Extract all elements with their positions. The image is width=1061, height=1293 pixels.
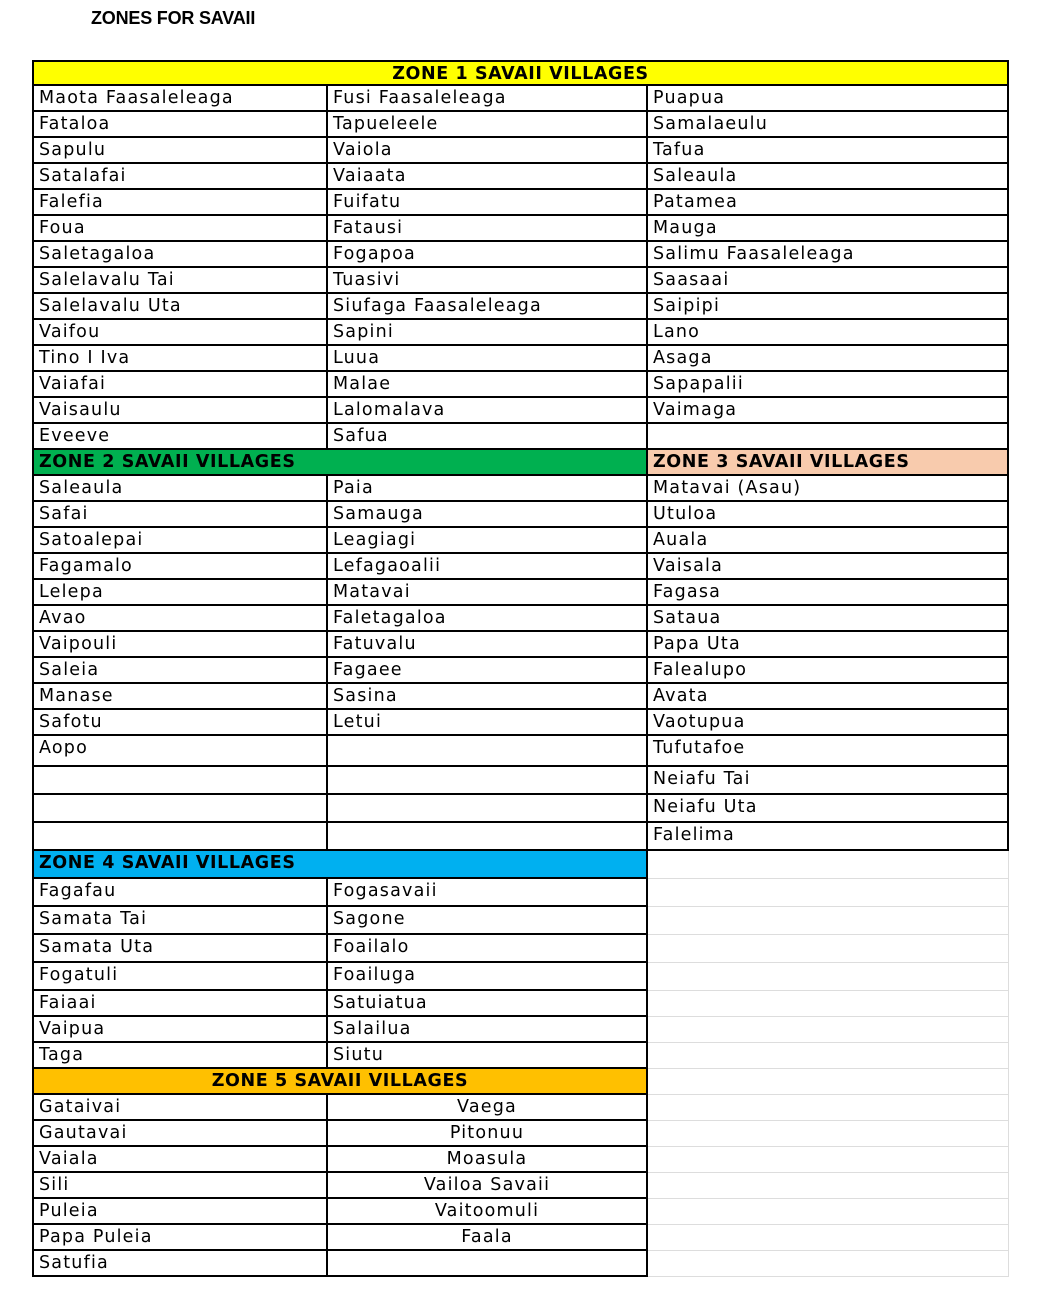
table-row [32,851,1009,879]
zones-table [32,60,1009,1277]
village-cell: Fagasa [648,580,1009,606]
village-cell: Sili [32,1173,328,1199]
table-row [32,528,1009,554]
table-row [32,963,1009,991]
table-row [32,320,1009,346]
zone-3-header: ZONE 3 SAVAII VILLAGES [648,450,1009,476]
village-cell: Fatausi [328,216,648,242]
village-cell: Vaimaga [648,398,1009,424]
village-cell: Tufutafoe [648,736,1009,767]
village-cell: Matavai (Asau) [648,476,1009,502]
village-cell: Falealupo [648,658,1009,684]
village-cell: Eveeve [32,424,328,450]
village-cell: Saleaula [648,164,1009,190]
empty-cell [648,1095,1009,1121]
table-row [32,190,1009,216]
village-cell: Lano [648,320,1009,346]
empty-cell [648,851,1009,879]
village-cell: Matavai [328,580,648,606]
empty-cell [648,907,1009,935]
table-row [32,658,1009,684]
table-row [32,1017,1009,1043]
village-cell: Tino I Iva [32,346,328,372]
village-cell: Salailua [328,1017,648,1043]
table-row [32,1173,1009,1199]
table-row [32,502,1009,528]
village-cell: Satuiatua [328,991,648,1017]
village-cell: Safai [32,502,328,528]
village-cell [648,424,1009,450]
village-cell: Saleia [32,658,328,684]
zone-5-header: ZONE 5 SAVAII VILLAGES [32,1069,648,1095]
village-cell [328,795,648,823]
table-row [32,710,1009,736]
village-cell: Foua [32,216,328,242]
empty-cell [648,1043,1009,1069]
village-cell: Lalomalava [328,398,648,424]
village-cell [32,795,328,823]
village-cell: Papa Puleia [32,1225,328,1251]
village-cell: Sapapalii [648,372,1009,398]
village-cell: Samalaeulu [648,112,1009,138]
village-cell: Vaiala [32,1147,328,1173]
table-row [32,1069,1009,1095]
village-cell: Puleia [32,1199,328,1225]
table-row [32,991,1009,1017]
village-cell: Foailuga [328,963,648,991]
village-cell: Saleaula [32,476,328,502]
village-cell: Salimu Faasaleleaga [648,242,1009,268]
table-row [32,476,1009,502]
village-cell: Fagaee [328,658,648,684]
zone-1-header: ZONE 1 SAVAII VILLAGES [32,60,1009,86]
table-row [32,216,1009,242]
village-cell: Salelavalu Uta [32,294,328,320]
empty-cell [648,935,1009,963]
village-cell: Mauga [648,216,1009,242]
village-cell: Tafua [648,138,1009,164]
village-cell: Vaisala [648,554,1009,580]
village-cell [328,767,648,795]
village-cell: Lelepa [32,580,328,606]
village-cell: Vaifou [32,320,328,346]
village-cell: Satalafai [32,164,328,190]
empty-cell [648,991,1009,1017]
table-row [32,86,1009,112]
village-cell: Saipipi [648,294,1009,320]
empty-cell [648,1069,1009,1095]
zone-2-header: ZONE 2 SAVAII VILLAGES [32,450,648,476]
village-cell: Salelavalu Tai [32,268,328,294]
village-cell: Fogatuli [32,963,328,991]
village-cell: Fogasavaii [328,879,648,907]
table-row [32,1251,1009,1277]
village-cell: Avata [648,684,1009,710]
village-cell: Neiafu Uta [648,795,1009,823]
village-cell [328,1251,648,1277]
zone-4-header: ZONE 4 SAVAII VILLAGES [32,851,648,879]
village-cell: Fagamalo [32,554,328,580]
village-cell: Samata Uta [32,935,328,963]
table-row [32,1147,1009,1173]
table-row [32,606,1009,632]
empty-cell [648,1199,1009,1225]
village-cell: Vailoa Savaii [328,1173,648,1199]
village-cell: Sapulu [32,138,328,164]
village-cell: Neiafu Tai [648,767,1009,795]
village-cell: Safotu [32,710,328,736]
table-row [32,554,1009,580]
village-cell: Siufaga Faasaleleaga [328,294,648,320]
village-cell: Vaega [328,1095,648,1121]
village-cell: Fogapoa [328,242,648,268]
table-row [32,907,1009,935]
empty-cell [648,879,1009,907]
village-cell: Faletagaloa [328,606,648,632]
village-cell: Siutu [328,1043,648,1069]
empty-cell [648,1251,1009,1277]
village-cell: Fuifatu [328,190,648,216]
table-row [32,580,1009,606]
village-cell: Vaotupua [648,710,1009,736]
village-cell: Fataloa [32,112,328,138]
village-cell: Tuasivi [328,268,648,294]
village-cell: Moasula [328,1147,648,1173]
table-row [32,112,1009,138]
empty-cell [648,963,1009,991]
empty-cell [648,1173,1009,1199]
village-cell: Samata Tai [32,907,328,935]
village-cell: Sasina [328,684,648,710]
village-cell: Fatuvalu [328,632,648,658]
table-row [32,424,1009,450]
village-cell: Vaitoomuli [328,1199,648,1225]
table-row [32,294,1009,320]
village-cell: Vaipouli [32,632,328,658]
village-cell: Sapini [328,320,648,346]
village-cell: Paia [328,476,648,502]
village-cell: Lefagaoalii [328,554,648,580]
village-cell: Gataivai [32,1095,328,1121]
table-row [32,1225,1009,1251]
village-cell [328,823,648,851]
page-title: ZONES FOR SAVAII [91,8,256,28]
village-cell: Sagone [328,907,648,935]
table-row [32,60,1009,86]
village-cell: Utuloa [648,502,1009,528]
village-cell: Foailalo [328,935,648,963]
village-cell: Aopo [32,736,328,767]
table-row [32,1121,1009,1147]
village-cell: Letui [328,710,648,736]
village-cell: Tapueleele [328,112,648,138]
village-cell: Saletagaloa [32,242,328,268]
village-cell: Fagafau [32,879,328,907]
village-cell: Manase [32,684,328,710]
village-cell [32,823,328,851]
village-cell: Vaiola [328,138,648,164]
village-cell: Fusi Faasaleleaga [328,86,648,112]
table-row [32,879,1009,907]
table-row [32,1199,1009,1225]
village-cell: Faiaai [32,991,328,1017]
village-cell: Taga [32,1043,328,1069]
village-cell: Pitonuu [328,1121,648,1147]
village-cell: Luua [328,346,648,372]
table-row [32,823,1009,851]
village-cell: Vaiaata [328,164,648,190]
village-cell [32,767,328,795]
village-cell: Samauga [328,502,648,528]
table-row [32,935,1009,963]
table-row [32,164,1009,190]
table-row [32,1095,1009,1121]
village-cell: Falelima [648,823,1009,851]
empty-cell [648,1147,1009,1173]
village-cell: Malae [328,372,648,398]
village-cell: Vaipua [32,1017,328,1043]
table-row [32,268,1009,294]
table-row [32,736,1009,767]
village-cell: Maota Faasaleleaga [32,86,328,112]
village-cell: Papa Uta [648,632,1009,658]
village-cell: Puapua [648,86,1009,112]
village-cell: Saasaai [648,268,1009,294]
village-cell: Sataua [648,606,1009,632]
empty-cell [648,1017,1009,1043]
table-row [32,795,1009,823]
empty-cell [648,1121,1009,1147]
village-cell: Vaisaulu [32,398,328,424]
village-cell: Falefia [32,190,328,216]
table-row [32,242,1009,268]
village-cell: Leagiagi [328,528,648,554]
table-row [32,684,1009,710]
table-row [32,138,1009,164]
village-cell: Satoalepai [32,528,328,554]
village-cell: Vaiafai [32,372,328,398]
table-row [32,1043,1009,1069]
village-cell: Avao [32,606,328,632]
village-cell: Safua [328,424,648,450]
village-cell: Auala [648,528,1009,554]
village-cell: Gautavai [32,1121,328,1147]
table-row [32,632,1009,658]
empty-cell [648,1225,1009,1251]
table-row [32,372,1009,398]
village-cell: Patamea [648,190,1009,216]
table-row [32,346,1009,372]
village-cell [328,736,648,767]
village-cell: Asaga [648,346,1009,372]
village-cell: Satufia [32,1251,328,1277]
table-row [32,398,1009,424]
table-row [32,450,1009,476]
table-row [32,767,1009,795]
village-cell: Faala [328,1225,648,1251]
